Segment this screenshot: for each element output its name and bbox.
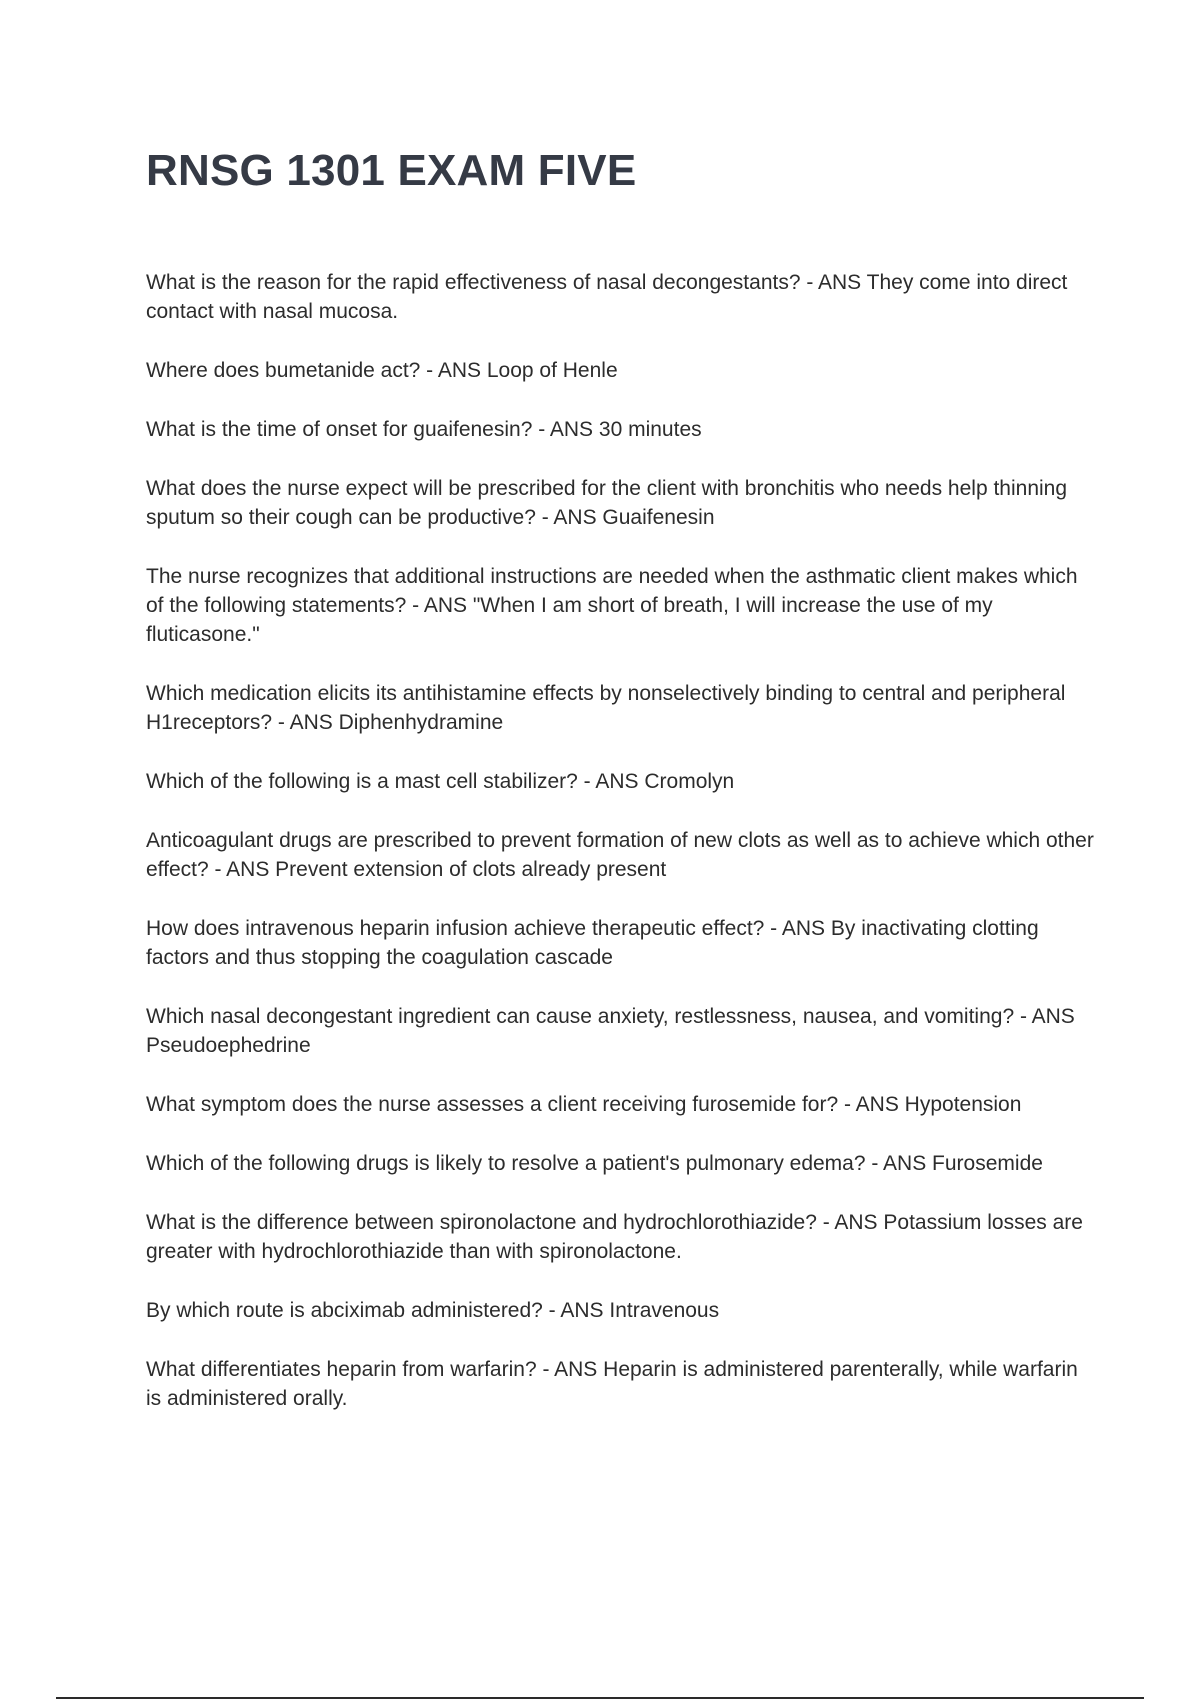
qa-item: By which route is abciximab administered? - ANS Intravenous xyxy=(146,1299,720,1322)
qa-item: What does the nurse expect will be prescribed for the client with bronchitis who needs help thinning sputum so their cough can be productive? - ANS Guaifenesin xyxy=(146,477,1068,529)
qa-item: What is the reason for the rapid effectiveness of nasal decongestants? - ANS They come into direct contact with nasal mucosa. xyxy=(146,271,1068,323)
qa-item: Where does bumetanide act? - ANS Loop of Henle xyxy=(146,359,618,382)
qa-item: Anticoagulant drugs are prescribed to prevent formation of new clots as well as to achieve which other effect? - ANS Prevent extension of clots already present xyxy=(146,829,1094,881)
qa-item: What is the time of onset for guaifenesin? - ANS 30 minutes xyxy=(146,418,702,441)
qa-item: Which of the following is a mast cell stabilizer? - ANS Cromolyn xyxy=(146,770,735,793)
qa-item: What differentiates heparin from warfarin? - ANS Heparin is administered parenterally, while warfarin is administered orally. xyxy=(146,1358,1078,1410)
qa-item: The nurse recognizes that additional instructions are needed when the asthmatic client makes which of the following statements? - ANS "When I am short of breath, I will increase the use of my fluticasone." xyxy=(146,565,1078,646)
footer-divider xyxy=(56,1697,1144,1699)
qa-item: What symptom does the nurse assesses a client receiving furosemide for? - ANS Hypotension xyxy=(146,1093,1022,1116)
question-answer-list xyxy=(146,268,1098,1443)
qa-item: What is the difference between spironolactone and hydrochlorothiazide? - ANS Potassium losses are greater with hydrochlorothiazide than with spironolactone. xyxy=(146,1211,1083,1263)
qa-item: Which medication elicits its antihistamine effects by nonselectively binding to central and peripheral H1receptors? - ANS Diphenhydramine xyxy=(146,682,1066,734)
qa-item: Which of the following drugs is likely to resolve a patient's pulmonary edema? - ANS Furosemide xyxy=(146,1152,1043,1175)
qa-item: How does intravenous heparin infusion achieve therapeutic effect? - ANS By inactivating clotting factors and thus stopping the coagulation cascade xyxy=(146,917,1039,969)
page-title: RNSG 1301 EXAM FIVE xyxy=(146,146,637,195)
qa-item: Which nasal decongestant ingredient can cause anxiety, restlessness, nausea, and vomiting? - ANS Pseudoephedrine xyxy=(146,1005,1075,1057)
